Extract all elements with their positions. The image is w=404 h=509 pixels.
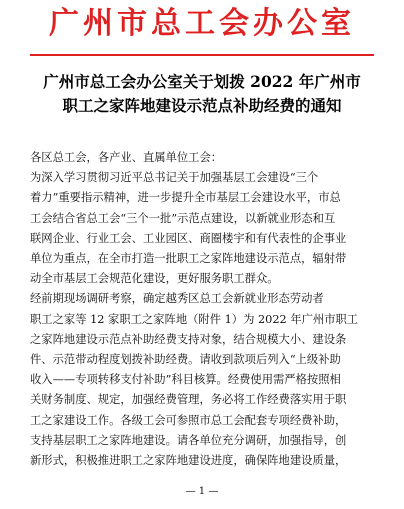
document-body	[30, 148, 380, 471]
paragraph-line: 工之家建设工作。各级工会可参照市总工会配套专项经费补助，	[30, 413, 347, 427]
salutation	[30, 148, 380, 168]
paragraph-line: 收入——专项转移支付补助”科目核算。经费使用需严格按照相	[30, 373, 341, 387]
paragraph-line: 经前期现场调研考察，确定越秀区总工会新就业形态劳动者	[30, 292, 324, 306]
paragraph-line: 动全市基层工会规范化建设，更好服务职工群众。	[30, 272, 279, 286]
document-title	[30, 70, 374, 118]
title-line: 广州市总工会办公室关于划拨 2022 年广州市	[43, 72, 361, 91]
paragraph-line: 件、示范带动程度划拨补助经费。请收到款项后列入“上级补助	[30, 353, 341, 367]
paragraph-line: 之家阵地建设示范点补助经费支持对象，结合规模大小、建设条	[30, 332, 347, 346]
paragraph-line: 支持基层职工之家阵地建设。请各单位充分调研，加强指导，创	[30, 433, 347, 447]
masthead-red-rule	[30, 54, 374, 56]
paragraph-line: 工会结合省总工会“三个一批”示范点建设，以新就业形态和互	[30, 211, 336, 225]
paragraph-line: 关财务制度、规定，加强经费管理，务必将工作经费落实用于职	[30, 393, 347, 407]
salutation-line: 各区总工会，各产业、直属单位工会：	[30, 151, 223, 164]
paragraph-line: 职工之家等 12 家职工之家阵地（附件 1）为 2022 年广州市职工	[30, 312, 359, 326]
title-line: 职工之家阵地建设示范点补助经费的通知	[62, 96, 342, 115]
paragraph-line: 新形式，积极推进职工之家阵地建设进度，确保阵地建设质量，	[30, 454, 347, 468]
page-number: — 1 —	[185, 486, 219, 497]
paragraph-2	[30, 289, 380, 471]
paragraph-line: 着力”重要指示精神，进一步提升全市基层工会建设水平，市总	[30, 191, 341, 205]
paragraph-1	[30, 168, 380, 289]
paragraph-line: 联网企业、行业工会、工业园区、商圈楼宇和有代表性的企事业	[30, 231, 347, 245]
paragraph-line: 单位为重点，在全市打造一批职工之家阵地建设示范点，辐射带	[30, 252, 347, 266]
paragraph-line: 为深入学习贯彻习近平总书记关于加强基层工会建设“三个	[30, 171, 319, 185]
masthead-title: 广州市总工会办公室	[49, 6, 355, 41]
